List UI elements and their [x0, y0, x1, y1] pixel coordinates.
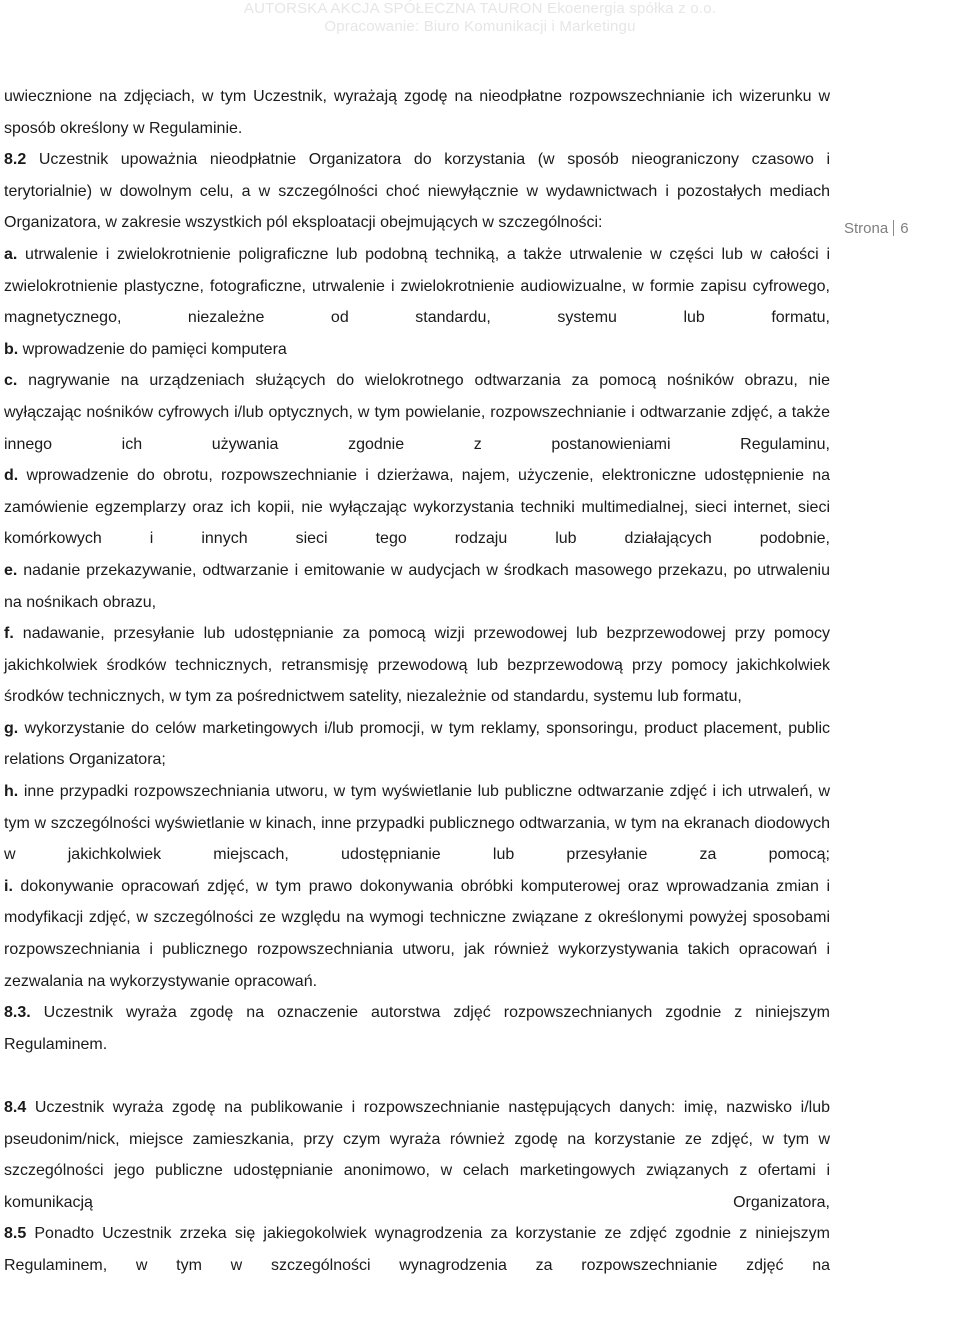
paragraph-text: Uczestnik wyraża zgodę na oznaczenie autorstwa zdjęć rozpowszechnianych zgodnie z niniejszym Regulaminem. — [4, 1004, 830, 1053]
paragraph — [4, 1092, 830, 1218]
list-text: wprowadzenie do obrotu, rozpowszechnianie i dzierżawa, najem, użyczenie, elektroniczne udostępnienie na zamówienie egzemplarzy oraz ich kopii, nie wyłączając wykorzystania techniki multimedialnej, sieci internet, sieci komórkowych i innych sieci tego rodzaju lub działających podobnie, — [4, 467, 830, 548]
paragraph — [4, 1218, 830, 1281]
list-item — [4, 555, 830, 618]
list-item — [4, 871, 830, 997]
paragraph-prefix: 8.5 — [4, 1225, 27, 1243]
list-item — [4, 239, 830, 334]
list-letter: b. — [4, 340, 19, 358]
list-text: utrwalenie i zwielokrotnienie poligraficzne lub podobną techniką, a także utrwalenie w części lub w całości i zwielokrotnienie plastyczne, fotograficzne, utrwalenie i zwielokrotnienie audiowizualne, w formie zapisu cyfrowego, magnetycznego, niezależne od standardu, systemu lub formatu, — [4, 245, 830, 327]
list-text: nadanie przekazywanie, odtwarzanie i emitowanie w audycjach w środkach masowego przekazu, po utrwaleniu na nośnikach obrazu, — [4, 561, 830, 611]
list-letter: c. — [4, 372, 18, 390]
document-body — [4, 81, 830, 1282]
list-letter: d. — [4, 467, 19, 485]
paragraph — [4, 144, 830, 239]
paragraph-prefix: 8.2 — [4, 151, 27, 169]
page-header — [0, 0, 960, 40]
page-word: Strona — [844, 220, 889, 237]
list-item — [4, 365, 830, 460]
list-letter: g. — [4, 719, 19, 737]
paragraph-prefix: 8.4 — [4, 1099, 27, 1116]
list-text: inne przypadki rozpowszechniania utworu, w tym wyświetlanie lub publiczne odtwarzanie zdjęć i ich utrwaleń, w tym w szczególności wyświetlanie w kinach, inne przypadki publicznego odtwarzania, w tym na ekranach diodowych w jakichkolwiek miejscach, udostępnianie lub przesyłanie za pomocą; — [4, 783, 830, 864]
list-letter: f. — [4, 625, 14, 643]
page-number-label — [844, 220, 909, 238]
header-company: AUTORSKA AKCJA SPÓŁECZNA TAURON Ekoenergia spółka z o.o. — [243, 0, 717, 17]
paragraph-text: Uczestnik upoważnia nieodpłatnie Organizatora do korzystania (w sposób nieograniczony czasowo i terytorialnie) w dowolnym celu, a w szczególności choć niewyłącznie w wydawnictwach i pozostałych mediach Organizatora, w zakresie wszystkich pól eksploatacji obejmujących w szczególności: — [4, 151, 830, 232]
list-item — [4, 618, 830, 713]
list-letter: h. — [4, 783, 19, 801]
list-letter: e. — [4, 561, 18, 579]
list-text: nadawanie, przesyłanie lub udostępnianie za pomocą wizji przewodowej lub bezprzewodowej przy pomocy jakichkolwiek środków technicznych, retransmisję przewodową lub bezprzewodową przy pomocy jakichkolwiek środków technicznych, w tym za pośrednictwem satelity, niezależnie od standardu, systemu lub formatu, — [4, 625, 830, 706]
list-letter: a. — [4, 245, 18, 263]
list-text: nagrywanie na urządzeniach służących do wielokrotnego odtwarzania za pomocą nośników obrazu, nie wyłączając nośników cyfrowych i/lub optycznych, w tym powielanie, rozpowszechnianie i odtwarzanie zdjęć, a także innego ich używania zgodnie z postanowieniami Regulaminu, — [4, 372, 830, 453]
list-item — [4, 334, 830, 366]
list-item — [4, 776, 830, 871]
list-letter: i. — [4, 877, 13, 895]
paragraph — [4, 997, 830, 1060]
list-text: wprowadzenie do pamięci komputera — [18, 340, 287, 358]
header-department: Opracowanie: Biuro Komunikacji i Marketingu — [324, 18, 636, 35]
paragraph-spacer — [4, 1060, 830, 1092]
paragraph-text: uwiecznione na zdjęciach, w tym Uczestnik, wyrażają zgodę na nieodpłatne rozpowszechnianie ich wizerunku w sposób określony w Regulaminie. — [4, 88, 830, 137]
list-item — [4, 713, 830, 776]
page-number: 6 — [900, 220, 909, 237]
paragraph-text: Ponadto Uczestnik zrzeka się jakiegokolwiek wynagrodzenia za korzystanie ze zdjęć zgodnie z niniejszym Regulaminem, w tym w szczególności wynagrodzenia za rozpowszechnianie zdjęć na — [4, 1225, 830, 1274]
list-text: dokonywanie opracowań zdjęć, w tym prawo dokonywania obróbki komputerowej oraz wprowadzania zmian i modyfikacji zdjęć, w szczególności ze względu na wymogi techniczne związane z określonymi powyżej sposobami rozpowszechniania i publicznego rozpowszechniania utworu, jak również wykorzystywania takich opracowań i zezwalania na wykorzystywanie opracowań. — [4, 877, 830, 990]
paragraph — [4, 81, 830, 144]
paragraph-text: Uczestnik wyraża zgodę na publikowanie i rozpowszechnianie następujących danych: imię, nazwisko i/lub pseudonim/nick, miejsce zamieszkania, przy czym wyraża również zgodę na korzystanie ze zdjęć, w tym w szczególności jego publiczne udostępnianie anonimowo, w celach marketingowych związanych z ofertami i komunikacją Organizatora, — [4, 1099, 830, 1211]
page-separator — [893, 220, 894, 236]
paragraph-prefix: 8.3. — [4, 1004, 31, 1022]
list-item — [4, 460, 830, 555]
list-text: wykorzystanie do celów marketingowych i/lub promocji, w tym reklamy, sponsoringu, product placement, public relations Organizatora; — [4, 719, 830, 769]
